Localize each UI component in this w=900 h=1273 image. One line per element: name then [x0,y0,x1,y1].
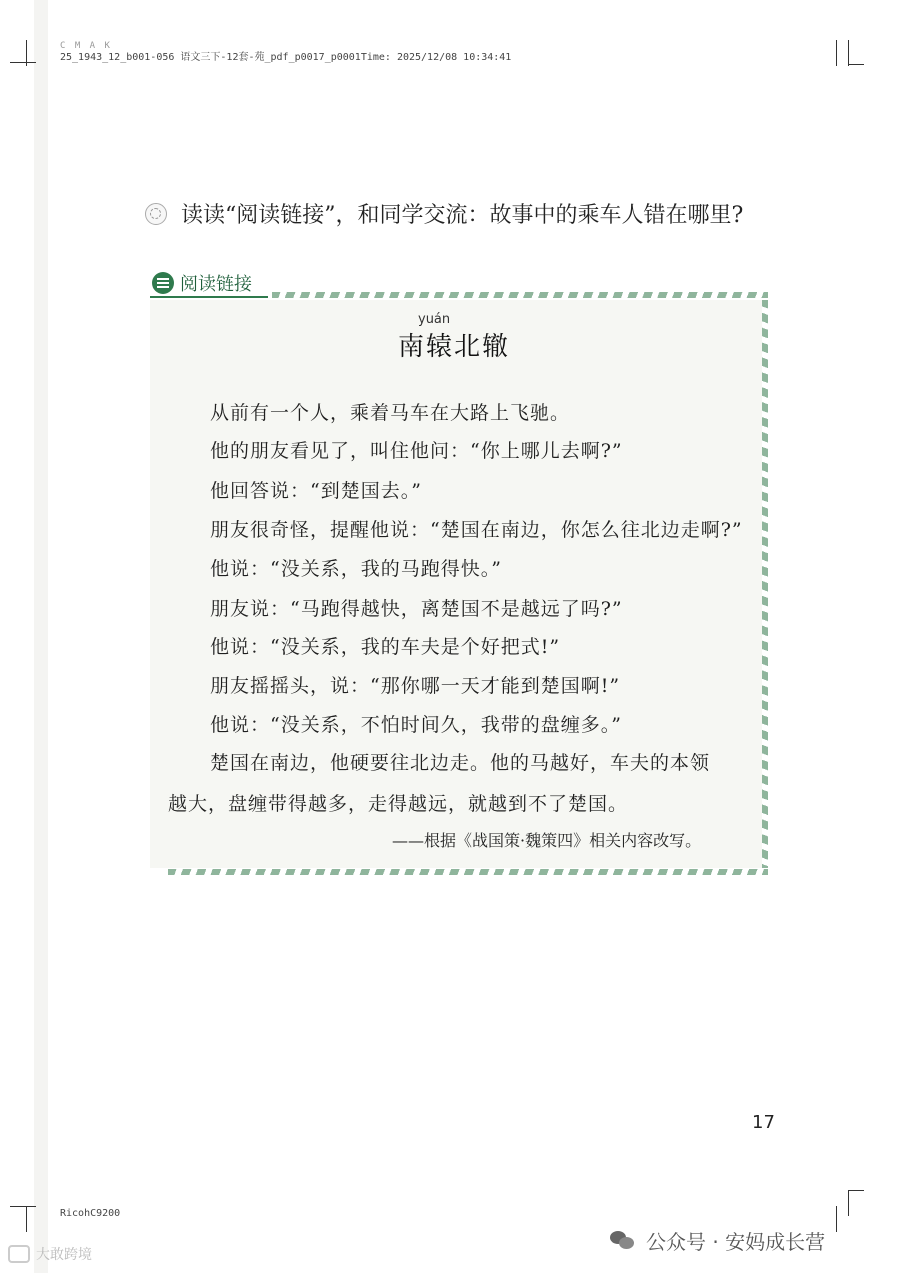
story-paragraph: 楚国在南边，他硬要往北边走。他的马越好，车夫的本领 [210,752,711,774]
story-paragraph: 从前有一个人，乘着马车在大路上飞驰。 [210,402,571,424]
watermark-logo-icon [8,1245,30,1263]
cmyk-marks: C M A K [60,41,112,51]
crop-mark-bottom-right-h [848,1190,864,1191]
story-source: ——根据《战国策·魏策四》相关内容改写。 [392,831,702,850]
crop-mark-bottom-left-h [10,1206,36,1207]
question-bullet-icon [145,203,167,225]
crop-mark-top-right-b [848,40,849,66]
page-number: 17 [752,1112,775,1133]
crop-mark-top-left-h [10,62,36,63]
story-paragraph: 他的朋友看见了，叫住他问：“你上哪儿去啊?” [210,440,623,462]
question-text: 读读“阅读链接”，和同学交流：故事中的乘车人错在哪里? [181,203,744,228]
crop-mark-bottom-right [836,1206,837,1232]
crop-mark-top-right [836,40,837,66]
wechat-icon [610,1231,636,1251]
story-paragraph: 越大，盘缠带得越多，走得越远，就越到不了楚国。 [168,793,629,815]
wechat-watermark-text: 公众号 · 安妈成长营 [646,1230,826,1254]
story-paragraph: 朋友说：“马跑得越快，离楚国不是越远了吗?” [210,598,623,620]
story-paragraph: 他回答说：“到楚国去。” [210,480,422,502]
dashed-border-right [762,300,768,868]
corner-watermark [8,1244,92,1264]
reading-link-label [152,270,252,296]
story-paragraph: 他说：“没关系，我的车夫是个好把式!” [210,636,561,658]
title-pinyin: yuán [418,312,451,327]
print-header [60,40,511,64]
left-margin-strip [34,0,48,1273]
crop-mark-bottom-left [26,1206,27,1232]
story-paragraph: 他说：“没关系，我的马跑得快。” [210,558,502,580]
book-icon [152,272,174,294]
story-paragraph: 朋友很奇怪，提醒他说：“楚国在南边，你怎么往北边走啊?” [210,519,743,541]
story-paragraph: 朋友摇摇头，说：“那你哪一天才能到楚国啊!” [210,675,621,697]
crop-mark-bottom-right-b [848,1190,849,1216]
file-meta: 25_1943_12_b001-056 语文三下-12套-苑_pdf_p0017_p0001Time: 2025/12/08 10:34:41 [60,52,512,63]
wechat-watermark [610,1226,825,1255]
printer-label: RicohC9200 [60,1208,121,1219]
story-title: 南辕北辙 [398,332,511,362]
label-underline [150,296,268,298]
dashed-border-top [272,292,768,298]
dashed-border-bottom [168,869,768,875]
corner-watermark-text: 大敢跨境 [36,1247,92,1263]
crop-mark-top-right-h [848,64,864,65]
story-paragraph: 他说：“没关系，不怕时间久，我带的盘缠多。” [210,714,622,736]
reading-link-text: 阅读链接 [180,274,252,295]
reading-box [150,300,762,868]
exercise-question [145,198,743,229]
